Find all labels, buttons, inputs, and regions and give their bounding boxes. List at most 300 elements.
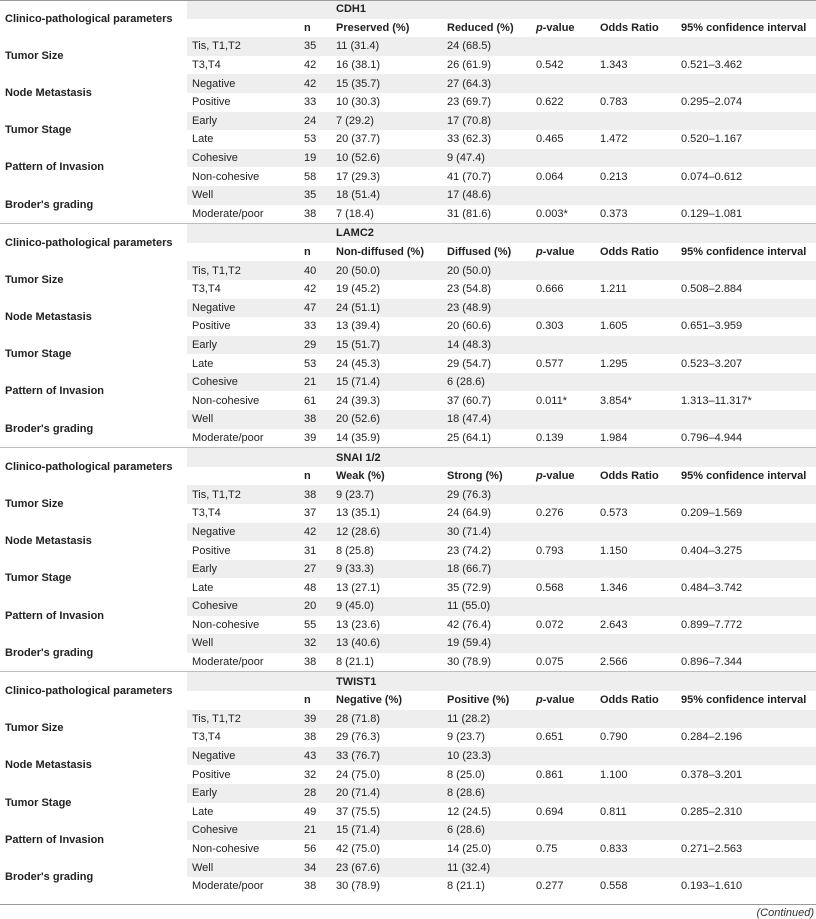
parameter-name: Tumor Size — [5, 49, 64, 62]
p-value — [531, 261, 595, 280]
n-value: 38 — [304, 207, 317, 220]
group-a-value: 24 (39.3) — [336, 394, 381, 407]
continued-note: (Continued) — [756, 907, 814, 919]
p-value — [531, 858, 595, 877]
category: Negative — [187, 523, 299, 542]
group-b-value: 9 (47.4) — [442, 149, 531, 168]
odds-ratio: 0.558 — [600, 880, 628, 893]
table-row — [0, 858, 816, 877]
category: Late — [192, 357, 214, 370]
section-header-row — [0, 448, 816, 467]
confidence-interval: 0.404–3.275 — [681, 544, 743, 557]
confidence-interval — [676, 560, 816, 579]
category: Tis, T1,T2 — [187, 485, 299, 504]
group-a-value: 7 (29.2) — [331, 112, 442, 131]
group-b-value: 23 (54.8) — [447, 283, 492, 296]
confidence-interval — [676, 149, 816, 168]
n-value: 47 — [299, 299, 331, 318]
group-a-value: 33 (76.7) — [331, 747, 442, 766]
odds-ratio: 0.790 — [600, 731, 628, 744]
p-value — [531, 149, 595, 168]
table-row — [0, 523, 816, 542]
category: Early — [187, 112, 299, 131]
odds-ratio — [595, 523, 676, 542]
confidence-interval: 0.523–3.207 — [681, 357, 743, 370]
confidence-interval: 0.378–3.201 — [681, 768, 743, 781]
table-row — [0, 336, 816, 355]
confidence-interval — [676, 821, 816, 840]
group-a-value: 18 (51.4) — [331, 186, 442, 205]
n-value: 34 — [299, 858, 331, 877]
odds-ratio — [595, 74, 676, 93]
n-value: 21 — [299, 373, 331, 392]
category: Negative — [187, 74, 299, 93]
p-value — [531, 410, 595, 429]
category: Positive — [192, 768, 231, 781]
odds-ratio: 1.472 — [600, 133, 628, 146]
group-a-value: 12 (28.6) — [331, 523, 442, 542]
n-value: 42 — [304, 59, 317, 72]
pvalue-suffix: -value — [542, 694, 575, 707]
p-value: 0.568 — [536, 581, 564, 594]
n-value: 56 — [304, 843, 317, 856]
group-a-value: 13 (39.4) — [336, 320, 381, 333]
odds-ratio — [595, 710, 676, 729]
section-header-row — [0, 0, 816, 19]
group-a-value: 20 (71.4) — [331, 784, 442, 803]
group-a-value: 11 (31.4) — [331, 37, 442, 56]
group-a-value: 24 (51.1) — [331, 299, 442, 318]
group-b-value: 27 (64.3) — [442, 74, 531, 93]
confidence-interval — [676, 336, 816, 355]
confidence-interval — [676, 784, 816, 803]
confidence-interval — [676, 747, 816, 766]
group-b-value: 29 (76.3) — [442, 485, 531, 504]
n-value: 32 — [304, 768, 317, 781]
p-value — [531, 747, 595, 766]
group-b-value: 6 (28.6) — [442, 373, 531, 392]
table-row — [0, 410, 816, 429]
odds-ratio: 0.833 — [600, 843, 628, 856]
group-a-value: 24 (75.0) — [336, 768, 381, 781]
n-value: 38 — [299, 485, 331, 504]
category: Early — [187, 336, 299, 355]
group-a-value: 28 (71.8) — [331, 710, 442, 729]
p-value: 0.75 — [536, 843, 558, 856]
n-value: 43 — [299, 747, 331, 766]
parameter-name: Tumor Size — [5, 273, 64, 286]
category: Well — [187, 858, 299, 877]
confidence-interval — [676, 261, 816, 280]
p-value — [531, 299, 595, 318]
odds-ratio — [595, 299, 676, 318]
marker-header: CDH1 — [187, 0, 816, 19]
group-a-value: 14 (35.9) — [336, 431, 381, 444]
confidence-interval — [676, 485, 816, 504]
category: Cohesive — [187, 821, 299, 840]
group-a-value: 13 (27.1) — [336, 581, 381, 594]
n-header: n — [304, 694, 311, 707]
parameter-name: Tumor Size — [5, 722, 64, 735]
table-row — [0, 747, 816, 766]
odds-ratio: 0.783 — [600, 96, 628, 109]
parameter-name: Broder's grading — [5, 870, 94, 883]
odds-ratio: 0.373 — [600, 207, 628, 220]
pvalue-suffix: -value — [542, 21, 575, 34]
parameter-name: Broder's grading — [5, 422, 94, 435]
group-a-value: 20 (52.6) — [331, 410, 442, 429]
n-value: 40 — [299, 261, 331, 280]
n-value: 53 — [304, 133, 317, 146]
group-b-value: 41 (70.7) — [447, 170, 492, 183]
n-value: 42 — [299, 523, 331, 542]
group-a-value: 13 (23.6) — [336, 618, 381, 631]
p-value — [531, 523, 595, 542]
category: Negative — [187, 299, 299, 318]
col-a-header: Preserved (%) — [336, 21, 410, 34]
parameter-name: Pattern of Invasion — [5, 609, 105, 622]
confidence-interval — [676, 858, 816, 877]
category: Tis, T1,T2 — [187, 37, 299, 56]
section-header-row — [0, 672, 816, 691]
odds-ratio-header: Odds Ratio — [600, 21, 659, 34]
p-value: 0.861 — [536, 768, 564, 781]
parameter-name: Node Metastasis — [5, 86, 92, 99]
parameters-header: Clinico-pathological parameters — [0, 224, 187, 262]
table-row — [0, 784, 816, 803]
pvalue-header — [531, 691, 595, 710]
group-b-value: 9 (23.7) — [447, 731, 485, 744]
category: Moderate/poor — [192, 431, 264, 444]
parameter-name: Node Metastasis — [5, 759, 92, 772]
group-a-value: 29 (76.3) — [336, 731, 381, 744]
confidence-interval: 0.521–3.462 — [681, 59, 743, 72]
group-b-value: 20 (60.6) — [447, 320, 492, 333]
parameter-name: Tumor Stage — [5, 796, 72, 809]
odds-ratio: 1.984 — [600, 431, 628, 444]
parameter-name: Tumor Stage — [5, 572, 72, 585]
col-b-header: Strong (%) — [447, 470, 503, 483]
p-value — [531, 37, 595, 56]
n-value: 29 — [299, 336, 331, 355]
p-value: 0.622 — [536, 96, 564, 109]
p-value: 0.651 — [536, 731, 564, 744]
odds-ratio — [595, 560, 676, 579]
group-b-value: 24 (64.9) — [447, 507, 492, 520]
table-row — [0, 261, 816, 280]
category: Late — [192, 133, 214, 146]
n-value: 48 — [304, 581, 317, 594]
odds-ratio — [595, 373, 676, 392]
group-a-value: 15 (71.4) — [331, 373, 442, 392]
pvalue-header — [531, 243, 595, 262]
group-b-value: 30 (71.4) — [442, 523, 531, 542]
table-row — [0, 37, 816, 56]
n-value: 38 — [304, 880, 317, 893]
group-b-value: 14 (48.3) — [442, 336, 531, 355]
blank-header — [187, 19, 299, 38]
parameter-name: Node Metastasis — [5, 311, 92, 324]
odds-ratio: 2.566 — [600, 656, 628, 669]
p-value — [531, 710, 595, 729]
group-b-value: 10 (23.3) — [442, 747, 531, 766]
blank-header — [187, 467, 299, 486]
p-value — [531, 74, 595, 93]
n-header: n — [304, 21, 311, 34]
n-value: 27 — [299, 560, 331, 579]
n-value: 53 — [304, 357, 317, 370]
confidence-interval — [676, 373, 816, 392]
odds-ratio-header: Odds Ratio — [600, 246, 659, 259]
parameter-name: Tumor Stage — [5, 348, 72, 361]
category: Early — [187, 560, 299, 579]
category: Negative — [187, 747, 299, 766]
ci-header: 95% confidence interval — [681, 21, 807, 34]
group-a-value: 9 (23.7) — [331, 485, 442, 504]
table-row — [0, 74, 816, 93]
p-value — [531, 373, 595, 392]
group-a-value: 13 (40.6) — [331, 634, 442, 653]
parameter-name: Tumor Size — [5, 498, 64, 511]
confidence-interval: 0.484–3.742 — [681, 581, 743, 594]
category: Non-cohesive — [192, 170, 260, 183]
category: Positive — [192, 544, 231, 557]
blank-header — [187, 691, 299, 710]
confidence-interval: 0.295–2.074 — [681, 96, 743, 109]
n-header: n — [304, 470, 311, 483]
pvalue-suffix: -value — [542, 246, 575, 259]
group-a-value: 37 (75.5) — [336, 805, 381, 818]
group-b-value: 12 (24.5) — [447, 805, 492, 818]
odds-ratio — [595, 186, 676, 205]
category: Early — [187, 784, 299, 803]
confidence-interval: 0.796–4.944 — [681, 431, 743, 444]
odds-ratio: 1.346 — [600, 581, 628, 594]
confidence-interval: 0.899–7.772 — [681, 618, 743, 631]
odds-ratio — [595, 410, 676, 429]
p-value — [531, 112, 595, 131]
group-b-value: 11 (28.2) — [442, 710, 531, 729]
n-value: 31 — [304, 544, 317, 557]
odds-ratio — [595, 112, 676, 131]
category: Tis, T1,T2 — [187, 710, 299, 729]
group-a-value: 15 (51.7) — [331, 336, 442, 355]
table-row — [0, 634, 816, 653]
n-value: 20 — [299, 597, 331, 616]
section-header-row — [0, 224, 816, 243]
n-value: 19 — [299, 149, 331, 168]
n-value: 38 — [304, 656, 317, 669]
group-a-value: 19 (45.2) — [336, 283, 381, 296]
parameter-name: Broder's grading — [5, 198, 94, 211]
n-value: 24 — [299, 112, 331, 131]
p-value: 0.465 — [536, 133, 564, 146]
group-b-value: 8 (21.1) — [447, 880, 485, 893]
table-row — [0, 597, 816, 616]
odds-ratio-header: Odds Ratio — [600, 694, 659, 707]
p-value: 0.542 — [536, 59, 564, 72]
n-header: n — [304, 246, 311, 259]
n-value: 32 — [299, 634, 331, 653]
n-value: 33 — [304, 96, 317, 109]
category: Cohesive — [187, 149, 299, 168]
group-b-value: 6 (28.6) — [442, 821, 531, 840]
col-b-header: Reduced (%) — [447, 21, 514, 34]
category: Non-cohesive — [192, 843, 260, 856]
parameters-header: Clinico-pathological parameters — [0, 672, 187, 710]
odds-ratio: 0.811 — [600, 805, 627, 818]
pvalue-p: p — [536, 694, 543, 707]
pvalue-suffix: -value — [542, 470, 575, 483]
top-rule — [0, 0, 816, 1]
n-value: 39 — [299, 710, 331, 729]
group-b-value: 25 (64.1) — [447, 431, 492, 444]
group-b-value: 26 (61.9) — [447, 59, 492, 72]
confidence-interval: 0.651–3.959 — [681, 320, 743, 333]
parameter-name: Pattern of Invasion — [5, 161, 105, 174]
p-value: 0.303 — [536, 320, 564, 333]
category: T3,T4 — [192, 507, 221, 520]
category: T3,T4 — [192, 283, 221, 296]
group-b-value: 42 (76.4) — [447, 618, 492, 631]
group-a-value: 23 (67.6) — [331, 858, 442, 877]
group-a-value: 15 (35.7) — [331, 74, 442, 93]
confidence-interval: 0.074–0.612 — [681, 170, 743, 183]
group-b-value: 11 (32.4) — [442, 858, 531, 877]
group-a-value: 30 (78.9) — [336, 880, 381, 893]
confidence-interval: 0.129–1.081 — [681, 207, 743, 220]
pvalue-header — [531, 19, 595, 38]
n-value: 37 — [304, 507, 317, 520]
group-a-value: 13 (35.1) — [336, 507, 381, 520]
odds-ratio — [595, 784, 676, 803]
col-a-header: Weak (%) — [336, 470, 385, 483]
group-b-value: 14 (25.0) — [447, 843, 492, 856]
group-a-value: 9 (33.3) — [331, 560, 442, 579]
table-row — [0, 485, 816, 504]
category: Positive — [192, 320, 231, 333]
p-value — [531, 485, 595, 504]
group-b-value: 30 (78.9) — [447, 656, 492, 669]
pvalue-p: p — [536, 21, 543, 34]
table-row — [0, 710, 816, 729]
odds-ratio — [595, 747, 676, 766]
category: Well — [187, 186, 299, 205]
n-value: 61 — [304, 394, 317, 407]
p-value: 0.694 — [536, 805, 564, 818]
category: T3,T4 — [192, 59, 221, 72]
parameter-name: Tumor Stage — [5, 124, 72, 137]
group-b-value: 33 (62.3) — [447, 133, 492, 146]
confidence-interval — [676, 523, 816, 542]
category: Moderate/poor — [192, 880, 264, 893]
category: Positive — [192, 96, 231, 109]
confidence-interval — [676, 74, 816, 93]
table-row — [0, 821, 816, 840]
pvalue-header — [531, 467, 595, 486]
confidence-interval: 0.209–1.569 — [681, 507, 743, 520]
group-b-value: 37 (60.7) — [447, 394, 492, 407]
p-value — [531, 336, 595, 355]
marker-header: LAMC2 — [187, 224, 816, 243]
group-b-value: 20 (50.0) — [442, 261, 531, 280]
n-value: 28 — [299, 784, 331, 803]
confidence-interval: 0.508–2.884 — [681, 283, 743, 296]
group-b-value: 19 (59.4) — [442, 634, 531, 653]
category: T3,T4 — [192, 731, 221, 744]
confidence-interval: 0.896–7.344 — [681, 656, 743, 669]
group-a-value: 42 (75.0) — [336, 843, 381, 856]
odds-ratio — [595, 336, 676, 355]
n-value: 55 — [304, 618, 317, 631]
p-value: 0.666 — [536, 283, 564, 296]
category: Non-cohesive — [192, 394, 260, 407]
odds-ratio: 1.343 — [600, 59, 628, 72]
blank-header — [187, 243, 299, 262]
odds-ratio — [595, 597, 676, 616]
confidence-interval: 0.520–1.167 — [681, 133, 743, 146]
odds-ratio: 1.605 — [600, 320, 628, 333]
odds-ratio: 1.150 — [600, 544, 628, 557]
group-a-value: 20 (37.7) — [336, 133, 381, 146]
group-a-value: 15 (71.4) — [331, 821, 442, 840]
confidence-interval — [676, 710, 816, 729]
ci-header: 95% confidence interval — [681, 694, 807, 707]
odds-ratio: 3.854* — [600, 394, 632, 407]
p-value: 0.276 — [536, 507, 564, 520]
category: Well — [187, 634, 299, 653]
parameter-name: Broder's grading — [5, 646, 94, 659]
group-b-value: 35 (72.9) — [447, 581, 492, 594]
col-b-header: Diffused (%) — [447, 246, 512, 259]
category: Cohesive — [187, 373, 299, 392]
p-value: 0.011* — [536, 394, 567, 407]
parameter-name: Pattern of Invasion — [5, 833, 105, 846]
group-b-value: 17 (48.6) — [442, 186, 531, 205]
group-b-value: 8 (28.6) — [442, 784, 531, 803]
odds-ratio: 2.643 — [600, 618, 628, 631]
confidence-interval: 0.193–1.610 — [681, 880, 743, 893]
table-row — [0, 149, 816, 168]
group-a-value: 9 (45.0) — [331, 597, 442, 616]
odds-ratio: 1.211 — [600, 283, 627, 296]
group-a-value: 16 (38.1) — [336, 59, 381, 72]
confidence-interval — [676, 410, 816, 429]
p-value: 0.064 — [536, 170, 564, 183]
category: Late — [192, 581, 214, 594]
marker-header: SNAI 1/2 — [187, 448, 816, 467]
group-b-value: 18 (66.7) — [442, 560, 531, 579]
col-a-header: Non-diffused (%) — [336, 246, 424, 259]
confidence-interval: 0.284–2.196 — [681, 731, 743, 744]
parameter-name: Pattern of Invasion — [5, 385, 105, 398]
category: Non-cohesive — [192, 618, 260, 631]
group-a-value: 10 (52.6) — [331, 149, 442, 168]
odds-ratio — [595, 37, 676, 56]
p-value: 0.577 — [536, 357, 564, 370]
ci-header: 95% confidence interval — [681, 246, 807, 259]
bottom-rule — [0, 904, 816, 905]
category: Moderate/poor — [192, 656, 264, 669]
confidence-interval — [676, 634, 816, 653]
group-b-value: 24 (68.5) — [442, 37, 531, 56]
pvalue-p: p — [536, 470, 543, 483]
ci-header: 95% confidence interval — [681, 470, 807, 483]
category: Cohesive — [187, 597, 299, 616]
table-row — [0, 299, 816, 318]
p-value: 0.139 — [536, 431, 564, 444]
group-a-value: 8 (25.8) — [336, 544, 374, 557]
